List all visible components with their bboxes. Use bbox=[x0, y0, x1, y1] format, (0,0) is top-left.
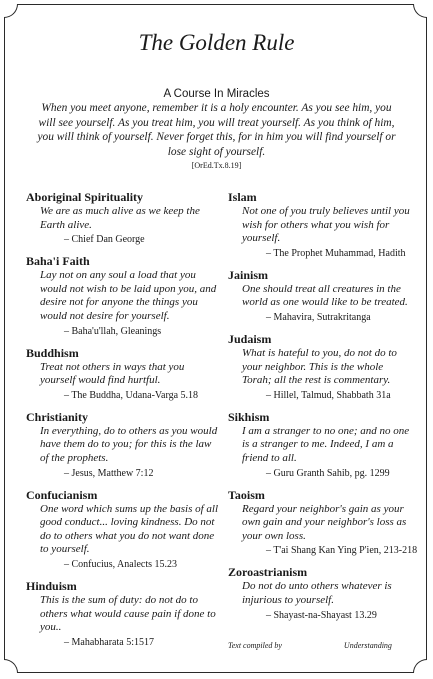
entry-name: Hinduism bbox=[26, 578, 77, 593]
entry-attribution: – Mahavira, Sutrakritanga bbox=[266, 311, 371, 323]
entry-attribution: – Hillel, Talmud, Shabbath 31a bbox=[266, 389, 391, 401]
entry-attribution: – Confucius, Analects 15.23 bbox=[64, 558, 178, 570]
entry-attribution: – T'ai Shang Kan Ying P'ien, 213-218 bbox=[266, 545, 418, 557]
entry-quote: Do not do unto others whatever is injurious to yourself. bbox=[242, 580, 392, 606]
entry-bahai-faith bbox=[26, 254, 222, 337]
entry-quote: Treat not others in ways that you yourself would find hurtful. bbox=[40, 360, 185, 387]
entry-zoroastrianism bbox=[228, 565, 414, 621]
entry-attribution: – Chief Dan George bbox=[64, 234, 145, 246]
entry-quote: This is the sum of duty: do not do to others what would cause pain if done to you.. bbox=[40, 593, 216, 634]
entry-name: Christianity bbox=[26, 409, 89, 424]
course-quote: When you meet anyone, remember it is a holy encounter. As you see him, you will see yourself. As you treat him, you will treat yourself. As you think of him, you will think of yourself. Never forget this, for in him you will find yourself or lose sight of yourself. bbox=[37, 102, 396, 158]
footer-suffix: Understanding bbox=[343, 641, 392, 650]
entry-sikhism bbox=[228, 410, 414, 480]
entry-taoism bbox=[228, 487, 418, 558]
entry-attribution: – The Prophet Muhammad, Hadith bbox=[266, 247, 406, 259]
entry-christianity bbox=[26, 410, 222, 480]
entry-hinduism bbox=[26, 579, 222, 649]
course-citation: [OrEd.Tx.8.19] bbox=[191, 161, 242, 170]
entry-quote: In everything, do to others as you would have them do to you; for this is the law of the prophets. bbox=[40, 424, 218, 464]
entry-jainism bbox=[228, 268, 414, 324]
entry-judaism bbox=[228, 332, 414, 402]
entry-aboriginal-spirituality bbox=[26, 190, 222, 246]
entry-name: Baha'i Faith bbox=[26, 254, 90, 269]
entry-name: Islam bbox=[228, 190, 257, 204]
entry-confucianism bbox=[26, 488, 222, 571]
border-corner-top-left bbox=[4, 4, 18, 18]
entry-quote: I am a stranger to no one; and no one is a stranger to me. Indeed, I am a friend to all. bbox=[242, 424, 410, 464]
compiled-by-footer bbox=[228, 641, 418, 650]
entry-quote: Lay not on any soul a load that you would not wish to be laid upon you, and desire not for anyone the things you would not desire for yourself. bbox=[40, 269, 217, 322]
entry-quote: What is hateful to you, do not do to your neighbor. This is the whole Torah; all the rest is commentary. bbox=[242, 346, 397, 387]
entry-name: Jainism bbox=[228, 267, 269, 282]
left-column bbox=[26, 190, 222, 657]
entry-name: Confucianism bbox=[26, 487, 98, 502]
entry-name: Judaism bbox=[228, 331, 272, 346]
entry-name: Sikhism bbox=[228, 409, 270, 424]
entry-attribution: – Jesus, Matthew 7:12 bbox=[64, 467, 154, 479]
entry-buddhism bbox=[26, 346, 222, 402]
entry-quote: Regard your neighbor's gain as your own gain and your neighbor's loss as your own loss. bbox=[242, 502, 407, 542]
footer-prefix: Text compiled by bbox=[228, 641, 282, 650]
entry-quote: One word which sums up the basis of all good conduct... loving kindness. Do not do to others what you do not want done to yourself. bbox=[40, 502, 219, 556]
course-heading: A Course In Miracles bbox=[163, 88, 270, 100]
border-corner-top-right bbox=[413, 4, 427, 18]
entry-quote: Not one of you truly believes until you wish for others what you wish for yourself. bbox=[242, 205, 410, 245]
entry-quote: We are as much alive as we keep the Earth alive. bbox=[40, 205, 200, 231]
entry-name: Buddhism bbox=[26, 345, 79, 360]
entry-attribution: – The Buddha, Udana-Varga 5.18 bbox=[64, 389, 199, 401]
border-corner-bottom-left bbox=[4, 659, 18, 673]
entry-name: Aboriginal Spirituality bbox=[26, 190, 144, 204]
right-column bbox=[228, 190, 418, 630]
entry-attribution: – Mahabharata 5:1517 bbox=[64, 636, 154, 648]
entry-attribution: – Shayast-na-Shayast 13.29 bbox=[266, 609, 377, 621]
entry-attribution: – Baha'u'llah, Gleanings bbox=[64, 325, 162, 337]
entry-islam bbox=[228, 190, 414, 260]
page-title: The Golden Rule bbox=[138, 30, 295, 55]
entry-attribution: – Guru Granth Sahib, pg. 1299 bbox=[266, 467, 390, 479]
entry-quote: One should treat all creatures in the world as one would like to be treated. bbox=[242, 282, 408, 309]
border-corner-bottom-right bbox=[413, 659, 427, 673]
entry-name: Taoism bbox=[228, 487, 265, 502]
entry-name: Zoroastrianism bbox=[228, 565, 308, 580]
